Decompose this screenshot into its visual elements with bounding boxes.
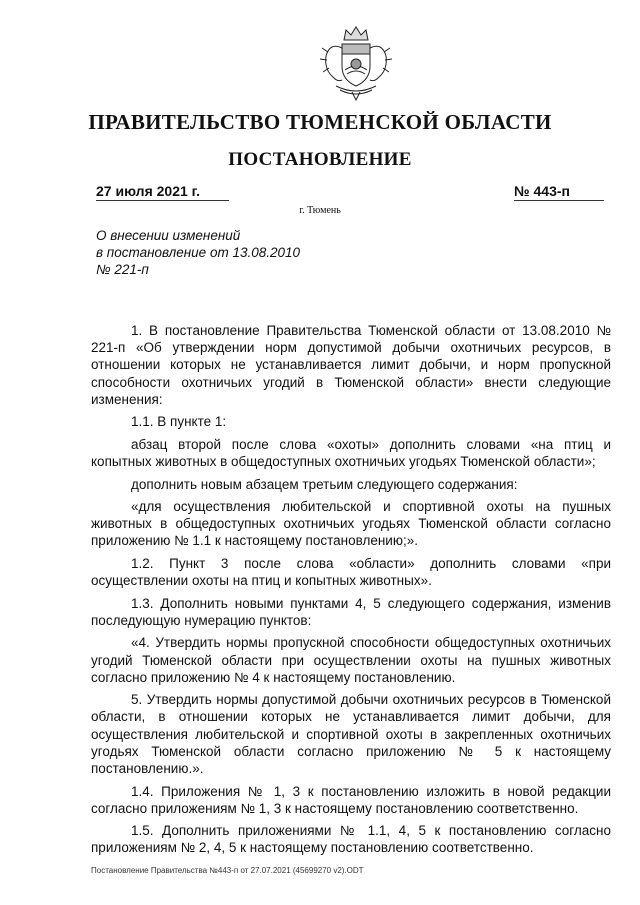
paragraph: абзац второй после слова «охоты» дополнить словами «на птиц и копытных животных в общедоступных охотничьих угодьях Тюменской области»; xyxy=(91,436,611,470)
subject-line: в постановление от 13.08.2010 xyxy=(96,245,301,260)
document-subject xyxy=(96,227,396,278)
page-footer: Постановление Правительства №443-п от 27.07.2021 (45699270 v2).ODT xyxy=(91,866,364,875)
paragraph: 1. В постановление Правительства Тюменской области от 13.08.2010 № 221-п «Об утверждении норм допустимой добычи охотничьих ресурсов, в отношении которых не устанавливается лимит добычи, и норм пропускной способности охотничьих угодий в Тюменской области» внести следующие изменения: xyxy=(91,323,611,407)
paragraph: дополнить новым абзацем третьим следующего содержания: xyxy=(131,476,518,492)
subject-line: О внесении изменений xyxy=(96,228,241,243)
document-date: 27 июля 2021 г. xyxy=(96,183,229,201)
paragraph: 1.5. Дополнить приложениями № 1.1, 4, 5 к постановлению согласно приложениям № 2, 4, 5 к настоящему постановлению соответственно. xyxy=(91,823,611,856)
paragraph: 1.4. Приложения № 1, 3 к постановлению изложить в новой редакции согласно приложениям № 1, 3 к настоящему постановлению соответственно. xyxy=(91,783,611,816)
document-number: № 443-п xyxy=(514,183,604,201)
paragraph: «4. Утвердить нормы пропускной способности общедоступных охотничьих угодий Тюменской области при осуществлении охоты на пушных животных согласно приложению № 4 к настоящему постановлению. xyxy=(91,635,611,685)
paragraph: «для осуществления любительской и спортивной охоты на пушных животных в общедоступных охотничьих угодьях Тюменской области согласно приложению № 1.1 к настоящему постановлению;». xyxy=(91,499,611,549)
paragraph: 1.3. Дополнить новыми пунктами 4, 5 следующего содержания, изменив последующую нумерацию пунктов: xyxy=(91,595,611,628)
coat-of-arms-icon xyxy=(314,22,398,102)
paragraph: 5. Утвердить нормы допустимой добычи охотничьих ресурсов в Тюменской области, в отношении которых не устанавливается лимит добычи, для осуществления любительской и спортивной охоты в закрепленных охотничьих угодьях Тюменской области согласно приложению № 5 к настоящему постановлению.». xyxy=(91,692,611,777)
paragraph: 1.2. Пункт 3 после слова «области» дополнить словами «при осуществлении охоты на птиц и копытных животных». xyxy=(91,555,611,589)
paragraph: 1.1. В пункте 1: xyxy=(131,414,227,430)
document-body xyxy=(91,322,611,862)
government-title: ПРАВИТЕЛЬСТВО ТЮМЕНСКОЙ ОБЛАСТИ xyxy=(88,110,552,134)
document-type-title: ПОСТАНОВЛЕНИЕ xyxy=(228,149,412,170)
subject-line: № 221-п xyxy=(96,262,149,277)
city-label: г. Тюмень xyxy=(299,205,341,216)
